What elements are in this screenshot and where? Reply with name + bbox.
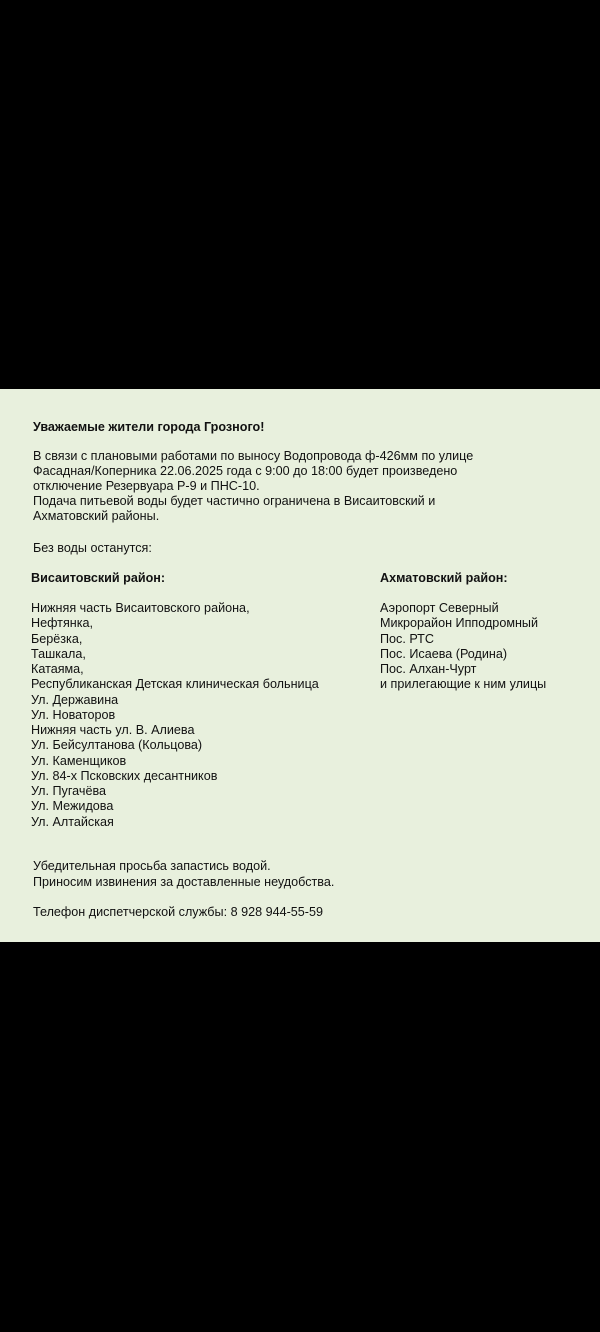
list-item: Нефтянка, xyxy=(31,616,94,631)
paragraph-line: Подача питьевой воды будет частично ограничена в Висаитовский и xyxy=(33,494,436,508)
paragraph-line: Ахматовский районы. xyxy=(33,509,160,523)
list-item: Ул. Каменщиков xyxy=(31,753,127,768)
notice-panel xyxy=(0,389,600,942)
without-water-label: Без воды останутся: xyxy=(33,541,152,555)
list-item: Ул. Алтайская xyxy=(31,814,114,829)
list-item: Микрорайон Ипподромный xyxy=(380,616,539,631)
list-item: Берёзка, xyxy=(31,631,83,646)
right-district-heading: Ахматовский район: xyxy=(380,571,508,585)
list-item: Нижняя часть Висаитовского района, xyxy=(31,601,250,615)
list-item: Республиканская Детская клиническая больница xyxy=(31,677,319,692)
request-text: Убедительная просьба запастись водой. xyxy=(33,859,271,873)
list-item: Катаяма, xyxy=(31,662,84,676)
list-item: Пос. Алхан-Чурт xyxy=(380,662,477,676)
left-district-heading: Висаитовский район: xyxy=(31,571,166,585)
list-item: Пос. РТС xyxy=(380,631,434,646)
announcement-paragraph xyxy=(33,449,473,524)
list-item: Пос. Исаева (Родина) xyxy=(380,646,508,661)
apology-text: Приносим извинения за доставленные неудобства. xyxy=(33,875,335,889)
dispatcher-phone-text: Телефон диспетчерской службы: 8 928 944-55-59 xyxy=(33,905,323,919)
list-item: Ташкала, xyxy=(31,646,86,661)
list-item: Ул. 84-х Псковских десантников xyxy=(31,768,218,783)
paragraph-line: отключение Резервуара Р-9 и ПНС-10. xyxy=(33,479,260,493)
list-item: Ул. Межидова xyxy=(31,799,114,814)
list-item: Ул. Державина xyxy=(31,692,119,707)
paragraph-line: В связи с плановыми работами по выносу Водопровода ф-426мм по улице xyxy=(33,449,474,463)
list-item: Нижняя часть ул. В. Алиева xyxy=(31,723,195,737)
list-item: Аэропорт Северный xyxy=(380,601,499,615)
right-district-list xyxy=(380,601,546,693)
list-item: и прилегающие к ним улицы xyxy=(380,677,547,692)
list-item: Ул. Новаторов xyxy=(31,707,116,722)
list-item: Ул. Пугачёва xyxy=(31,784,107,798)
greeting-heading: Уважаемые жители города Грозного! xyxy=(33,420,265,434)
left-district-list xyxy=(31,601,319,830)
paragraph-line: Фасадная/Коперника 22.06.2025 года с 9:00 до 18:00 будет произведено xyxy=(33,464,458,478)
list-item: Ул. Бейсултанова (Кольцова) xyxy=(31,738,203,753)
